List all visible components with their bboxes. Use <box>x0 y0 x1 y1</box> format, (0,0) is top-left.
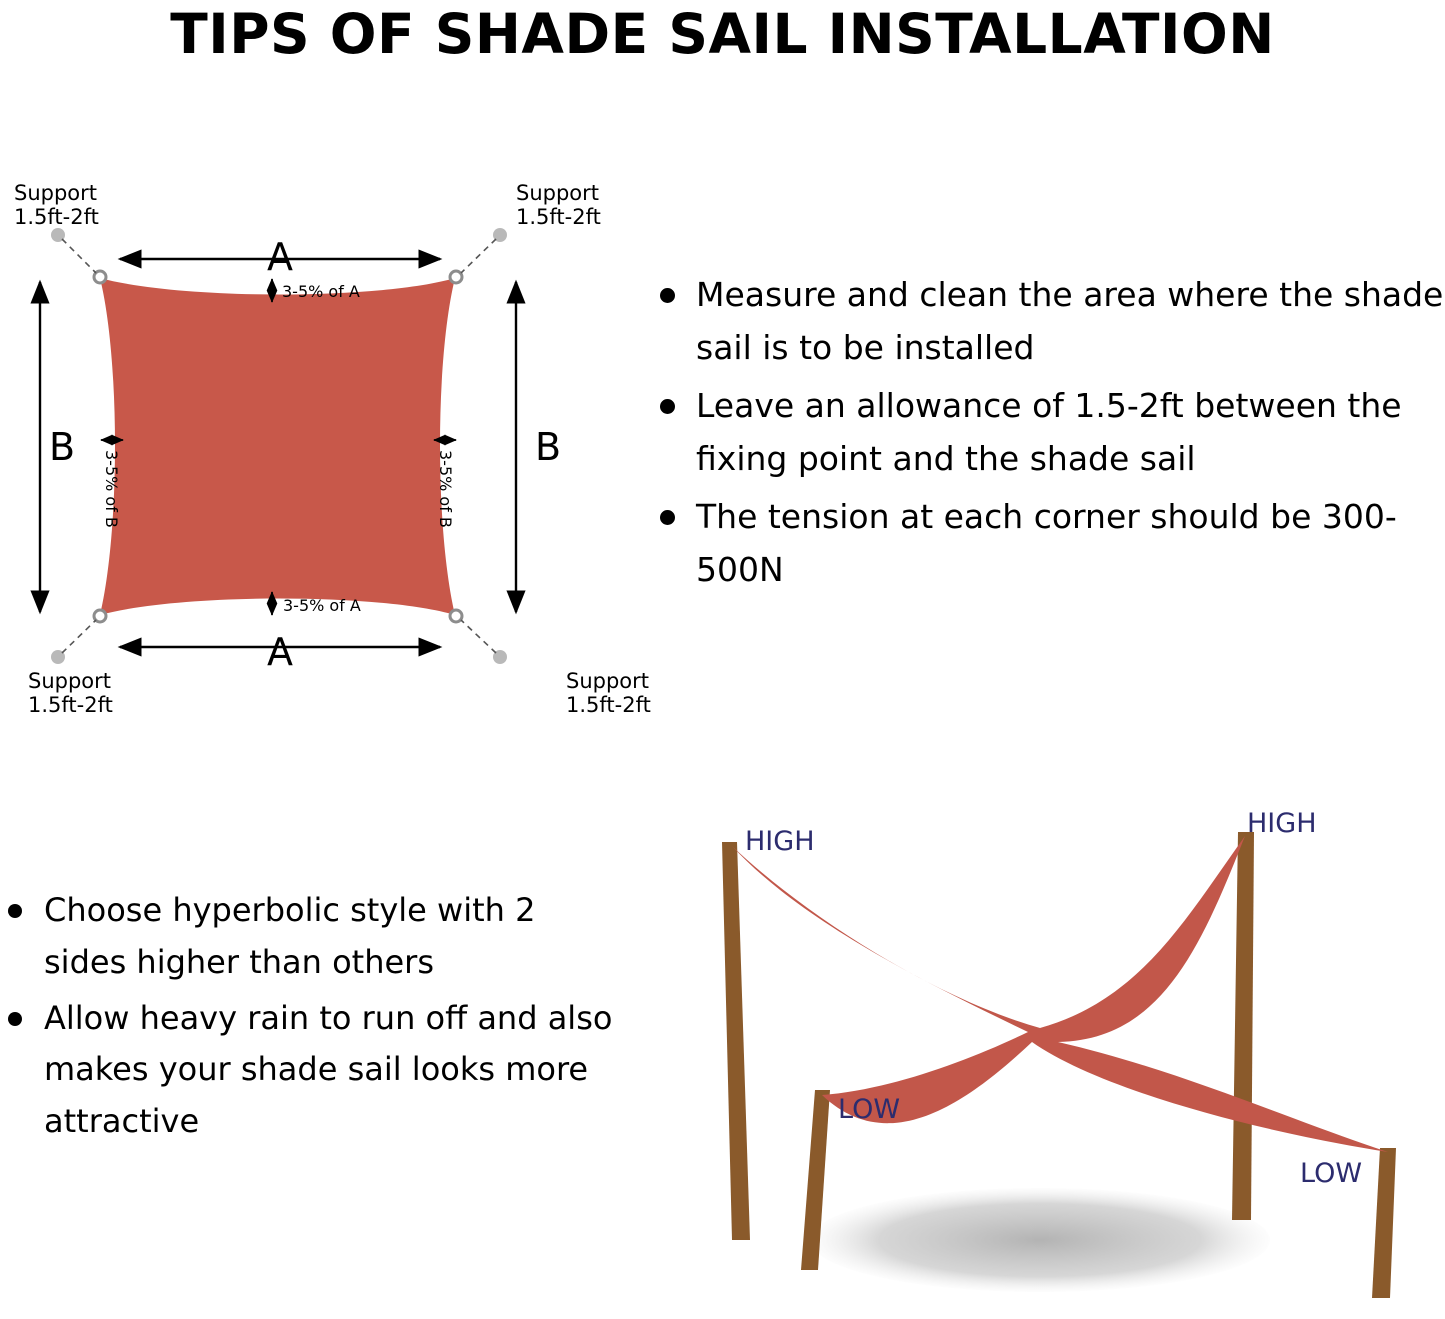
label-low-right: LOW <box>1300 1158 1363 1189</box>
support-label-top-left-line1: Support <box>14 181 98 205</box>
support-label-bottom-right-line1: Support <box>566 669 650 693</box>
bullet-dot-icon <box>8 1012 22 1026</box>
list-item <box>0 993 625 1148</box>
corner-ring-bottom-right <box>450 610 462 622</box>
curvature-label-bottom: 3-5% of A <box>283 596 361 615</box>
post-high-left <box>722 842 750 1240</box>
list-item <box>648 268 1445 375</box>
label-bottom-a: A <box>267 630 293 674</box>
support-label-top-left-line2: 1.5ft-2ft <box>14 205 99 229</box>
bullet-dot-icon <box>660 399 675 414</box>
curvature-label-left: 3-5% of B <box>102 450 121 528</box>
corner-ring-top-right <box>450 271 462 283</box>
bullet-dot-icon <box>8 904 22 918</box>
sail-fabric <box>732 836 1388 1152</box>
list-item <box>0 885 625 989</box>
support-line-bottom-left <box>62 620 96 653</box>
label-top-a: A <box>267 235 293 279</box>
page-title: TIPS OF SHADE SAIL INSTALLATION <box>170 2 1275 66</box>
list-item <box>648 379 1445 486</box>
curvature-label-right: 3-5% of B <box>436 450 455 528</box>
ground-shadow <box>810 1188 1270 1292</box>
hyperbolic-sail-diagram <box>640 770 1445 1319</box>
list-item-text: Allow heavy rain to run off and also makes your shade sail looks more attractive <box>44 998 613 1141</box>
label-high-right: HIGH <box>1247 808 1317 839</box>
label-left-b: B <box>48 425 76 469</box>
label-high-left: HIGH <box>745 826 815 857</box>
support-label-bottom-left-line2: 1.5ft-2ft <box>28 693 113 717</box>
curvature-label-top: 3-5% of A <box>282 282 360 301</box>
tips-list-right <box>648 268 1445 601</box>
label-right-b: B <box>534 425 562 469</box>
support-label-bottom-left-line1: Support <box>28 669 112 693</box>
post-high-right <box>1232 832 1254 1220</box>
support-line-bottom-right <box>461 620 496 653</box>
bullet-dot-icon <box>660 510 675 525</box>
support-line-top-left <box>62 239 96 273</box>
list-item-text: Leave an allowance of 1.5-2ft between the fixing point and the shade sail <box>696 385 1402 479</box>
tips-list-left <box>0 885 625 1152</box>
list-item <box>648 490 1445 597</box>
list-item-text: Choose hyperbolic style with 2 sides higher than others <box>44 891 536 981</box>
list-item-text: Measure and clean the area where the shade sail is to be installed <box>696 275 1444 368</box>
support-label-top-right-line2: 1.5ft-2ft <box>516 205 601 229</box>
bullet-dot-icon <box>660 288 675 303</box>
post-low-right <box>1372 1148 1396 1298</box>
support-label-top-right-line1: Support <box>516 181 600 205</box>
support-label-bottom-right-line2: 1.5ft-2ft <box>566 693 651 717</box>
support-line-top-right <box>461 239 496 273</box>
sail-shape <box>100 278 455 615</box>
list-item-text: The tension at each corner should be 300-500N <box>696 496 1397 590</box>
label-low-left: LOW <box>838 1094 901 1125</box>
rectangular-sail-diagram <box>0 160 660 730</box>
